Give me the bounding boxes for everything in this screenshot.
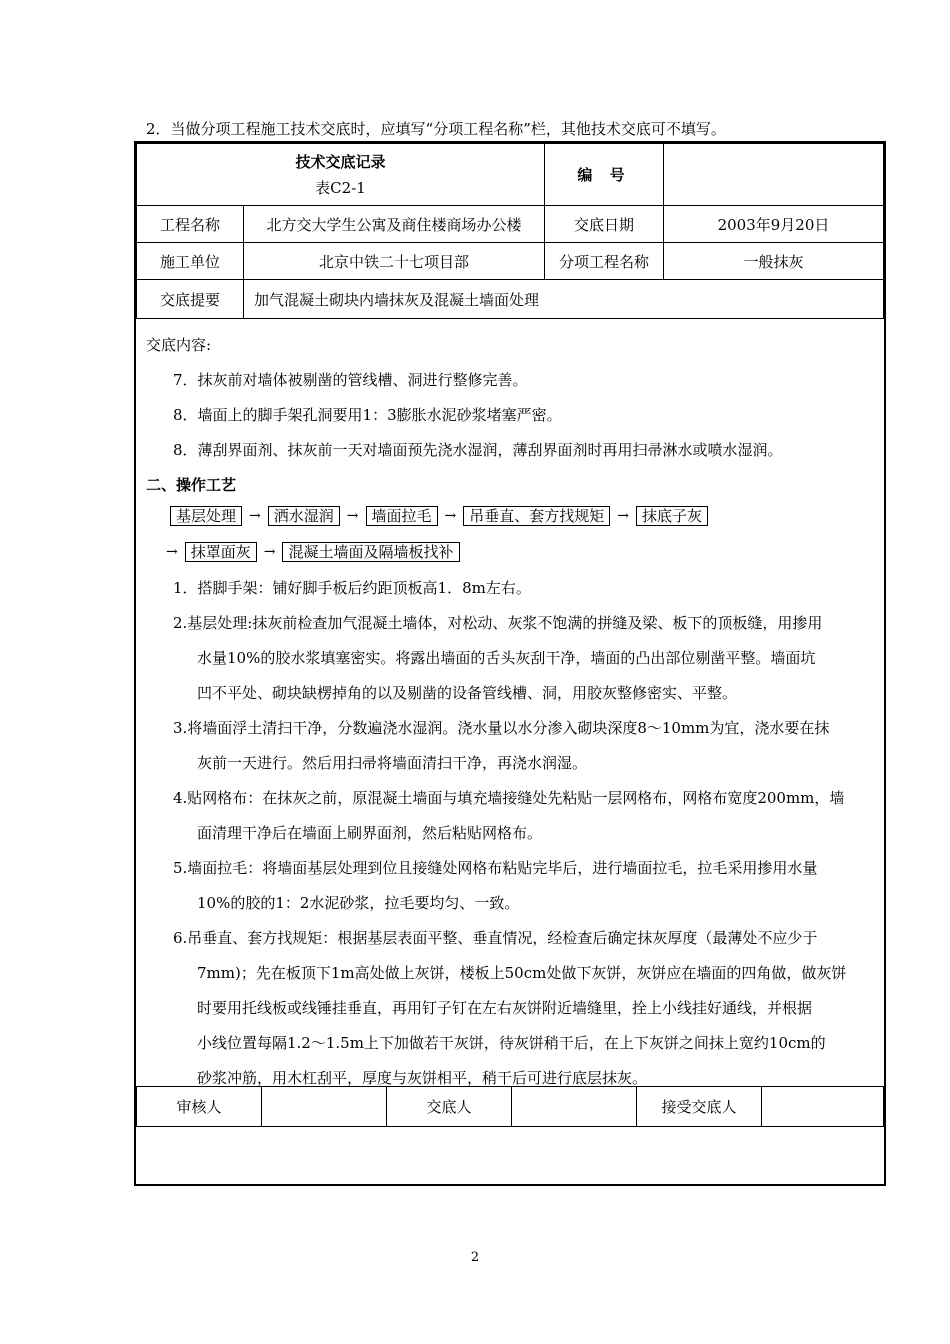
flow-step: 洒水湿润 — [268, 506, 340, 526]
step-line: 7mm)；先在板顶下1m高处做上灰饼，楼板上50cm处做下灰饼，灰饼应在墙面的四角做，做灰饼 — [197, 964, 847, 982]
form-title: 技术交底记录 — [295, 152, 386, 171]
summary-label: 交底提要 — [136, 279, 244, 319]
flow-arrow-icon: → — [166, 544, 178, 560]
flow-step: 混凝土墙面及隔墙板找补 — [282, 542, 459, 562]
flow-step: 墙面拉毛 — [366, 506, 438, 526]
reviewer-signature — [261, 1086, 387, 1127]
subitem-label: 分项工程名称 — [544, 242, 664, 280]
technical-disclosure-form — [134, 141, 886, 1186]
step-line: 灰前一天进行。然后用扫帚将墙面清扫干净，再浇水润湿。 — [197, 754, 588, 772]
content-heading: 交底内容: — [146, 336, 212, 354]
flow-step: 抹底子灰 — [636, 506, 708, 526]
flow-step: 基层处理 — [170, 506, 242, 526]
step-line: 水量10%的胶水浆填塞密实。将露出墙面的舌头灰刮干净，墙面的凸出部位剔凿平整。墙面坑 — [197, 649, 816, 667]
flow-step: 吊垂直、套方找规矩 — [463, 506, 610, 526]
number-label: 编 号 — [544, 143, 664, 206]
contractor: 北京中铁二十七项目部 — [243, 242, 545, 280]
step-line: 砂浆冲筋，用木杠刮平，厚度与灰饼相平，稍干后可进行底层抹灰。 — [197, 1069, 648, 1087]
step-line: 10%的胶的1：2水泥砂浆，拉毛要均匀、一致。 — [197, 894, 520, 912]
project-name-label: 工程名称 — [136, 205, 244, 243]
form-title-cell — [136, 143, 545, 206]
step-line: 6.吊垂直、套方找规矩：根据基层表面平整、垂直情况，经检查后确定抹灰厚度（最薄处不应少于 — [173, 929, 818, 947]
flow-arrow-icon: → — [444, 508, 457, 524]
disclosure-date: 2003年9月20日 — [663, 205, 884, 243]
step-line: 1．搭脚手架：铺好脚手板后约距顶板高1．8m左右。 — [173, 579, 531, 597]
step-line: 5.墙面拉毛：将墙面基层处理到位且接缝处网格布粘贴完毕后，进行墙面拉毛，拉毛采用掺用水量 — [173, 859, 818, 877]
step-line: 小线位置每隔1.2～1.5m上下加做若干灰饼，待灰饼稍干后，在上下灰饼之间抹上宽约10cm的 — [197, 1034, 826, 1052]
flow-arrow-icon: → — [263, 544, 276, 560]
disclosure-content — [136, 320, 884, 1087]
section-title: 二、操作工艺 — [146, 476, 237, 494]
form-note: 2．当做分项工程施工技术交底时，应填写“分项工程名称”栏，其他技术交底可不填写。 — [146, 120, 726, 138]
content-line: 7．抹灰前对墙体被剔凿的管线槽、洞进行整修完善。 — [173, 371, 528, 389]
flow-arrow-icon: → — [617, 508, 629, 524]
step-line: 凹不平处、砌块缺楞掉角的以及剔凿的设备管线槽、洞，用胶灰整修密实、平整。 — [197, 684, 738, 702]
content-line: 8．薄刮界面剂、抹灰前一天对墙面预先浇水湿润，薄刮界面剂时再用扫帚淋水或喷水湿润。 — [173, 441, 783, 459]
step-line: 面清理干净后在墙面上刷界面剂，然后粘贴网格布。 — [197, 824, 543, 842]
step-line: 2.基层处理:抹灰前检查加气混凝土墙体，对松动、灰浆不饱满的拼缝及梁、板下的顶板缝，用掺用 — [173, 614, 823, 632]
number-value — [663, 143, 884, 206]
receiver-signature — [761, 1086, 884, 1127]
content-line: 8．墙面上的脚手架孔洞要用1：3膨胀水泥砂浆堵塞严密。 — [173, 406, 562, 424]
project-name: 北方交大学生公寓及商住楼商场办公楼 — [243, 205, 545, 243]
step-line: 时要用托线板或线锤挂垂直，再用钉子钉在左右灰饼附近墙缝里，拴上小线挂好通线，并根据 — [197, 999, 813, 1017]
date-label: 交底日期 — [544, 205, 664, 243]
subitem-name: 一般抹灰 — [663, 242, 884, 280]
process-flow-row-1 — [170, 506, 708, 526]
contractor-label: 施工单位 — [136, 242, 244, 280]
step-line: 3.将墙面浮土清扫干净，分数遍浇水湿润。浇水量以水分渗入砌块深度8～10mm为宜，浇水要在抹 — [173, 719, 830, 737]
discloser-label: 交底人 — [386, 1086, 512, 1127]
form-number: 表C2-1 — [315, 178, 366, 197]
summary: 加气混凝土砌块内墙抹灰及混凝土墙面处理 — [243, 279, 884, 319]
step-line: 4.贴网格布：在抹灰之前，原混凝土墙面与填充墙接缝处先粘贴一层网格布，网格布宽度200mm，墙 — [173, 789, 845, 807]
receiver-label: 接受交底人 — [636, 1086, 762, 1127]
page-number: 2 — [470, 1250, 480, 1265]
flow-arrow-icon: → — [346, 508, 359, 524]
process-flow-row-2 — [166, 542, 460, 562]
discloser-signature — [511, 1086, 637, 1127]
flow-arrow-icon: → — [249, 508, 261, 524]
reviewer-label: 审核人 — [136, 1086, 262, 1127]
flow-step: 抹罩面灰 — [185, 542, 257, 562]
